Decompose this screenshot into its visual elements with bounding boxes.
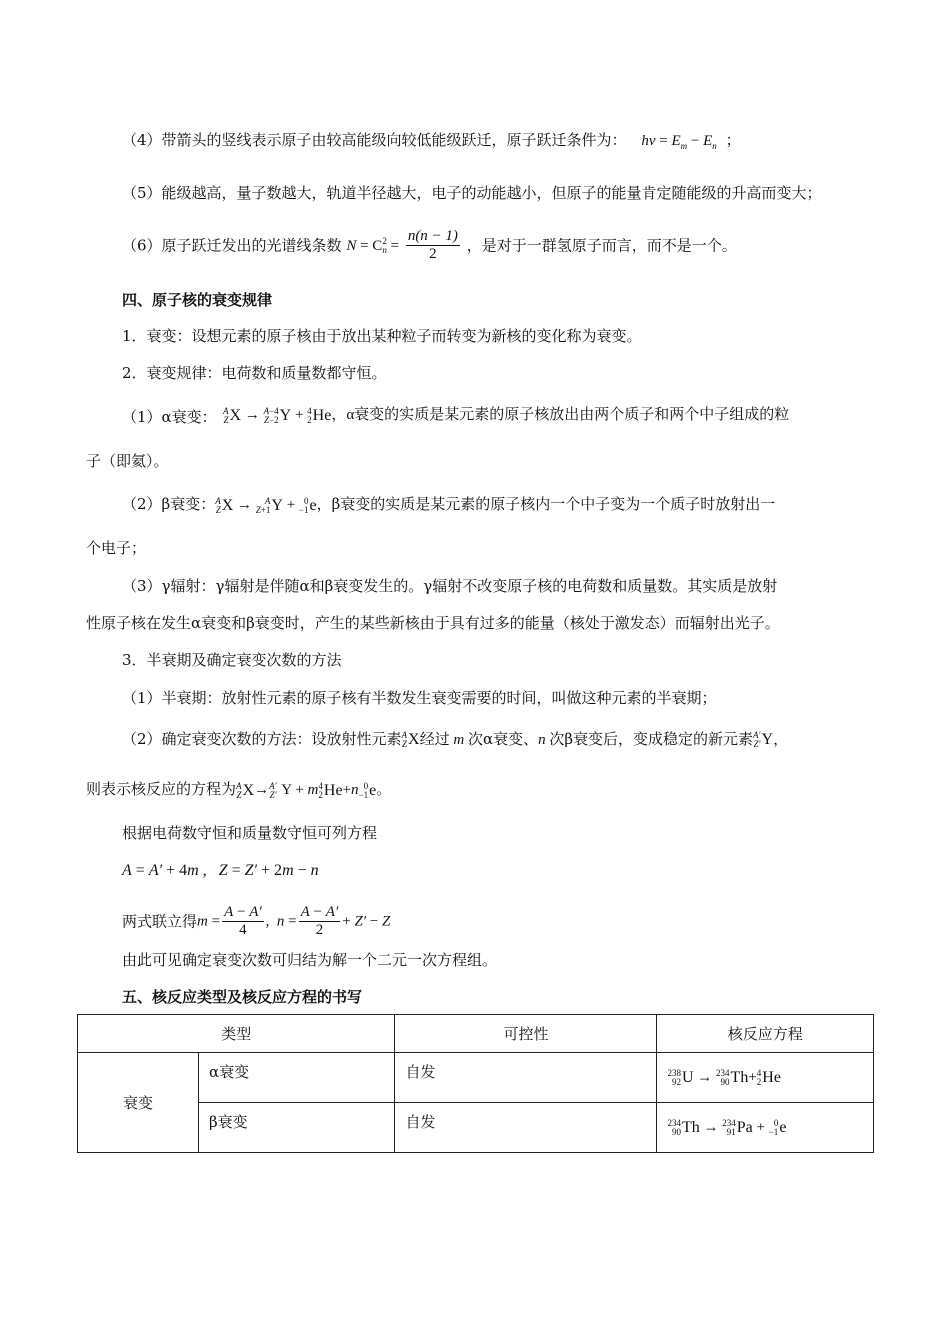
determine-method: （2）确定衰变次数的方法：设放射性元素 A Z X 经过 m 次α衰变、n 次β衰变后，变成稳定的新元素 A′ Z′ Y ， bbox=[122, 730, 789, 749]
eq-head: 则表示核反应的方程为 bbox=[86, 780, 237, 798]
beta-continued: 个电子； bbox=[86, 539, 147, 557]
fraction-numerator: n(n − 1) bbox=[407, 228, 458, 244]
lines-formula: N = C 2 n = bbox=[346, 236, 400, 256]
gamma-line-1: （3）γ辐射：γ辐射是伴随α和β衰变发生的。γ辐射不改变原子核的电荷数和质量数。其实质是放射 bbox=[122, 577, 778, 595]
half-life-definition: （1）半衰期：放射性元素的原子核有半数发生衰变需要的时间，叫做这种元素的半衰期； bbox=[122, 689, 717, 707]
control-alpha: 自发 bbox=[395, 1053, 657, 1103]
conservation-equations: A = A′ + 4m , Z = Z′ + 2m − n bbox=[122, 862, 319, 879]
alpha-text: ，α衰变的实质是某元素的原子核放出由两个质子和两个中子组成的粒 bbox=[331, 407, 790, 423]
joint-text: 两式联立得 bbox=[122, 912, 198, 931]
det-d: 次β衰变后，变成稳定的新元素 bbox=[549, 730, 754, 748]
fraction-denominator: 2 bbox=[429, 246, 437, 262]
alpha-head: （1）α衰变： bbox=[122, 408, 217, 426]
header-type: 类型 bbox=[78, 1015, 395, 1053]
group-decay: 衰变 bbox=[78, 1053, 199, 1153]
det-a: （2）确定衰变次数的方法：设放射性元素 bbox=[122, 730, 402, 748]
section-5-title: 五、核反应类型及核反应方程的书写 bbox=[122, 988, 363, 1006]
reaction-table bbox=[77, 1014, 874, 1153]
beta-decay bbox=[122, 494, 775, 516]
paragraph-6 bbox=[122, 228, 737, 263]
eq-tail: 。 bbox=[376, 780, 392, 798]
p4-text: （4）带箭头的竖线表示原子由较高能级向较低能级跃迁，原子跃迁条件为： bbox=[122, 131, 627, 149]
table-row bbox=[78, 1053, 874, 1103]
det-b: 经过 bbox=[419, 730, 450, 748]
beta-text: ，β衰变的实质是某元素的原子核内一个中子变为一个质子时放射出一 bbox=[316, 495, 776, 513]
header-equation: 核反应方程 bbox=[657, 1015, 874, 1053]
decay-definition: 1．衰变：设想元素的原子核由于放出某种粒子而转变为新核的变化称为衰变。 bbox=[122, 327, 642, 345]
beta-head: （2）β衰变： bbox=[122, 495, 216, 513]
half-life-heading: 3．半衰期及确定衰变次数的方法 bbox=[122, 651, 342, 669]
alpha-continued: 子（即氦）。 bbox=[86, 452, 169, 470]
equation-beta: 234 90 Th → 234 91 Pa + 0 −1 e bbox=[657, 1103, 874, 1153]
lines-fraction bbox=[406, 228, 460, 263]
conservation-text: 根据电荷数守恒和质量数守恒可列方程 bbox=[122, 824, 378, 842]
det-e: ， bbox=[773, 730, 789, 748]
alpha-decay bbox=[122, 407, 217, 427]
decay-rule: 2．衰变规律：电荷数和质量数都守恒。 bbox=[122, 364, 387, 382]
joint-solution: 两式联立得m = $\frac{A - A'}{4}$ , n = $\frac{A - A'}{2}$ + Z′ − Z bbox=[122, 904, 391, 938]
conclusion: 由此可见确定衰变次数可归结为解一个二元一次方程组。 bbox=[122, 951, 498, 969]
p5-text: （5）能级越高，量子数越大，轨道半径越大，电子的动能越小，但原子的能量肯定随能级的升高而变大； bbox=[122, 184, 822, 202]
beta-equation: A Z X → A Z+1 Y + 0 −1 e bbox=[215, 495, 317, 515]
gamma-line-2: 性原子核在发生α衰变和β衰变时，产生的某些新核由于具有过多的能量（核处于激发态）而辐射出光子。 bbox=[86, 614, 780, 632]
equation-alpha: 238 92 U → 234 90 Th + 4 2 He bbox=[657, 1053, 874, 1103]
transition-formula: $h\nu = E_m - E_n$ bbox=[641, 133, 717, 151]
section-4-title: 四、原子核的衰变规律 bbox=[122, 291, 273, 309]
p4-tail: ； bbox=[725, 131, 741, 149]
header-control: 可控性 bbox=[395, 1015, 657, 1053]
subtype-beta: β衰变 bbox=[199, 1103, 395, 1153]
alpha-equation-full: A Z X → A−4 Z−2 Y + 4 2 He ，α衰变的实质是某元素的原子核放出由两个质子和两个中子组成的粒 bbox=[223, 405, 790, 425]
control-beta: 自发 bbox=[395, 1103, 657, 1153]
nuclear-equation: 则表示核反应的方程为 A Z X → A′ Z′ Y + m 4 2 He +n 0 −1 e 。 bbox=[86, 780, 392, 800]
paragraph-4 bbox=[122, 130, 741, 156]
subtype-alpha: α衰变 bbox=[199, 1053, 395, 1103]
det-c: 次α衰变、 bbox=[467, 730, 539, 748]
paragraph-5 bbox=[122, 183, 822, 203]
p6-text: （6）原子跃迁发出的光谱线条数 bbox=[122, 236, 342, 255]
table-header-row bbox=[78, 1015, 874, 1053]
p6-tail: ，是对于一群氢原子而言，而不是一个。 bbox=[466, 236, 737, 255]
